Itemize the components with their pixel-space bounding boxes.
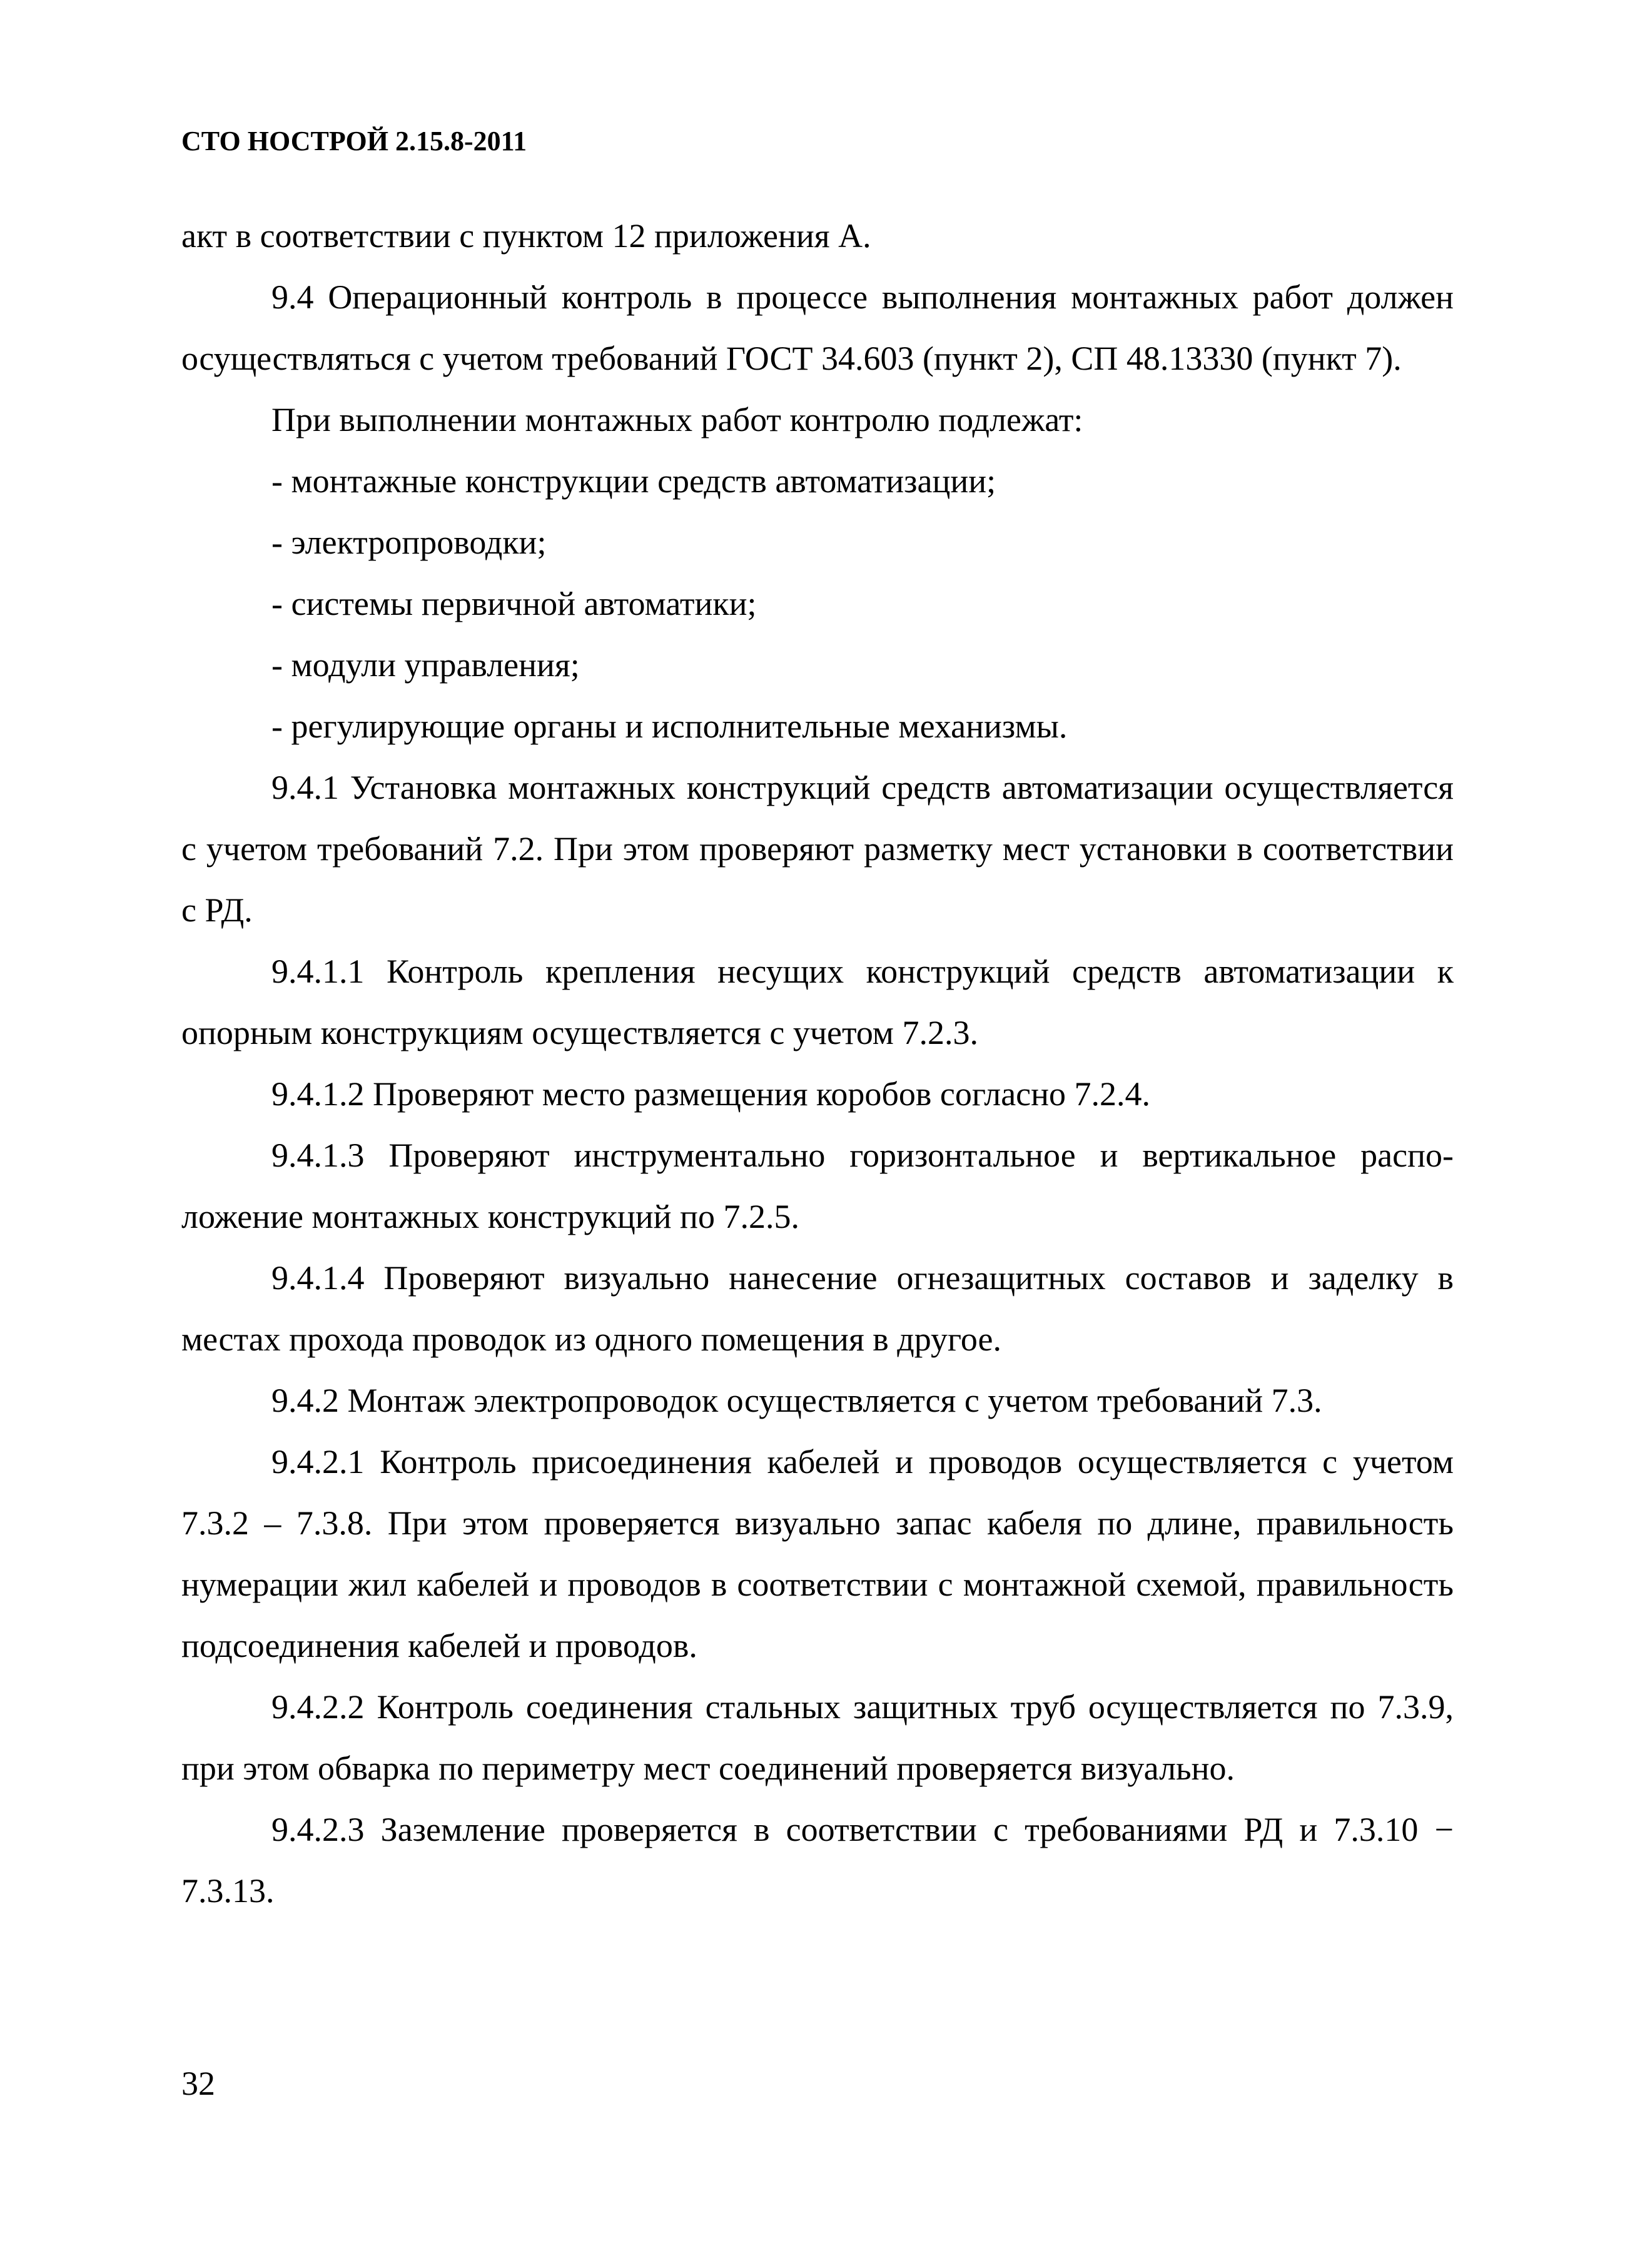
paragraph: акт в соответствии с пунктом 12 приложения А. [181,217,871,255]
list-item: - системы первичной автоматики; [271,585,757,622]
list-item: - регулирующие органы и исполнительные механизмы. [271,707,1068,745]
paragraph: 9.4.2.2 Контроль соединения стальных защитных труб осуществляется по 7.3.9, при этом обварка по периметру мест соединений проверяется визуально. [181,1688,1454,1787]
paragraph: 9.4.1.4 Проверяют визуально нанесение огнезащитных составов и заделку в местах прохода проводок из одного помещения в другое. [181,1259,1454,1358]
paragraph: 9.4.1 Установка монтажных конструкций средств автоматизации осуществляется с учетом требований 7.2. При этом проверяют разметку мест установки в соответствии с РД. [181,769,1454,929]
list-item: - монтажные конструкции средств автоматизации; [271,462,996,500]
document-code-header: СТО НОСТРОЙ 2.15.8-2011 [181,126,527,156]
paragraph: 9.4.2 Монтаж электропроводок осуществляется с учетом требований 7.3. [271,1382,1322,1419]
paragraph: 9.4.1.3 Проверяют инструментально горизонтальное и вертикальное расположение монтажных конструкций по 7.2.5. [181,1137,1454,1235]
list-item: - электропроводки; [271,524,547,561]
body-text [181,205,1454,1921]
page-number: 32 [181,2065,215,2102]
paragraph: 9.4.1.2 Проверяют место размещения коробов согласно 7.2.4. [271,1075,1151,1113]
list-item: - модули управления; [271,646,580,684]
paragraph: При выполнении монтажных работ контролю подлежат: [271,401,1083,438]
paragraph: 9.4.2.3 Заземление проверяется в соответствии с требованиями РД и 7.3.10 − 7.3.13. [181,1811,1454,1910]
paragraph: 9.4.2.1 Контроль присоединения кабелей и проводов осуществляется с учетом 7.3.2 – 7.3.8. При этом проверяется визуально запас кабеля по длине, правильность нумерации жил кабелей и проводов в соответствии с монтажной схемой, правильность подсоединения кабелей и проводов. [181,1443,1454,1664]
paragraph: 9.4 Операционный контроль в процессе выполнения монтажных работ должен осуществляться с учетом требований ГОСТ 34.603 (пункт 2), СП 48.13330 (пункт 7). [181,278,1454,377]
paragraph: 9.4.1.1 Контроль крепления несущих конструкций средств автоматизации к опорным конструкциям осуществляется с учетом 7.2.3. [181,953,1454,1051]
